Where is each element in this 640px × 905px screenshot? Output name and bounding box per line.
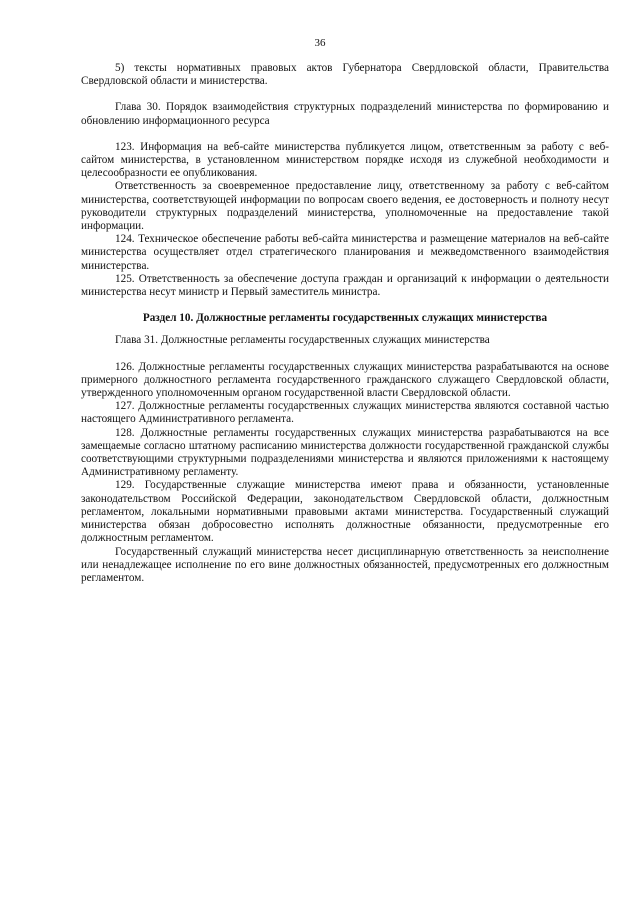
chapter-30-title: Глава 30. Порядок взаимодействия структурных подразделений министерства по формированию и обновлению информационного ресурса xyxy=(81,101,609,127)
paragraph-129: 129. Государственные служащие министерства имеют права и обязанности, установленные законодательством Российской Федерации, законодательством Свердловской области, должностным регламентом, локальными нормативными правовыми актами министерства. Государственный служащий министерства обязан добросовестно исполнять должностные обязанности, предусмотренные его должностным регламентом. xyxy=(81,479,609,545)
paragraph-item-5: 5) тексты нормативных правовых актов Губернатора Свердловской области, Правительства Свердловской области и министерства. xyxy=(81,62,609,88)
section-10-title: Раздел 10. Должностные регламенты государственных служащих министерства xyxy=(142,312,548,325)
paragraph-123-continued: Ответственность за своевременное предоставление лицу, ответственному за работу с веб-сайтом министерства, соответствующей информации по вопросам своего ведения, ее достоверность и полноту несут руководители структурных подразделений министерства, уполномоченные на предоставление такой информации. xyxy=(81,180,609,233)
paragraph-124: 124. Техническое обеспечение работы веб-сайта министерства и размещение материалов на веб-сайте министерства осуществляет отдел стратегического планирования и межведомственного взаимодействия министерства. xyxy=(81,233,609,272)
paragraph-123: 123. Информация на веб-сайте министерства публикуется лицом, ответственным за работу с веб-сайтом министерства, в установленном министерством порядке исходя из служебной необходимости и целесообразности ее опубликования. xyxy=(81,140,609,180)
paragraph-127: 127. Должностные регламенты государственных служащих министерства являются составной частью настоящего Административного регламента. xyxy=(81,400,609,426)
paragraph-126: 126. Должностные регламенты государственных служащих министерства разрабатываются на основе примерного должностного регламента государственного гражданского служащего Свердловской области, утвержденного уполномоченным органом государственной власти Свердловской области. xyxy=(81,360,609,400)
page-content xyxy=(81,62,609,585)
paragraph-128: 128. Должностные регламенты государственных служащих министерства разрабатываются на все замещаемые согласно штатному расписанию министерства должности государственной гражданской службы соответствующими структурными подразделениями министерства и являются приложениями к настоящему Административному регламенту. xyxy=(81,426,609,479)
chapter-31-title: Глава 31. Должностные регламенты государственных служащих министерства xyxy=(115,334,490,347)
paragraph-125: 125. Ответственность за обеспечение доступа граждан и организаций к информации о деятельности министерства несут министр и Первый заместитель министра. xyxy=(81,272,609,299)
paragraph-129-continued: Государственный служащий министерства несет дисциплинарную ответственность за неисполнение или ненадлежащее исполнение по его вине должностных обязанностей, предусмотренных его должностным регламентом. xyxy=(81,545,609,584)
page-number: 36 xyxy=(314,37,326,49)
